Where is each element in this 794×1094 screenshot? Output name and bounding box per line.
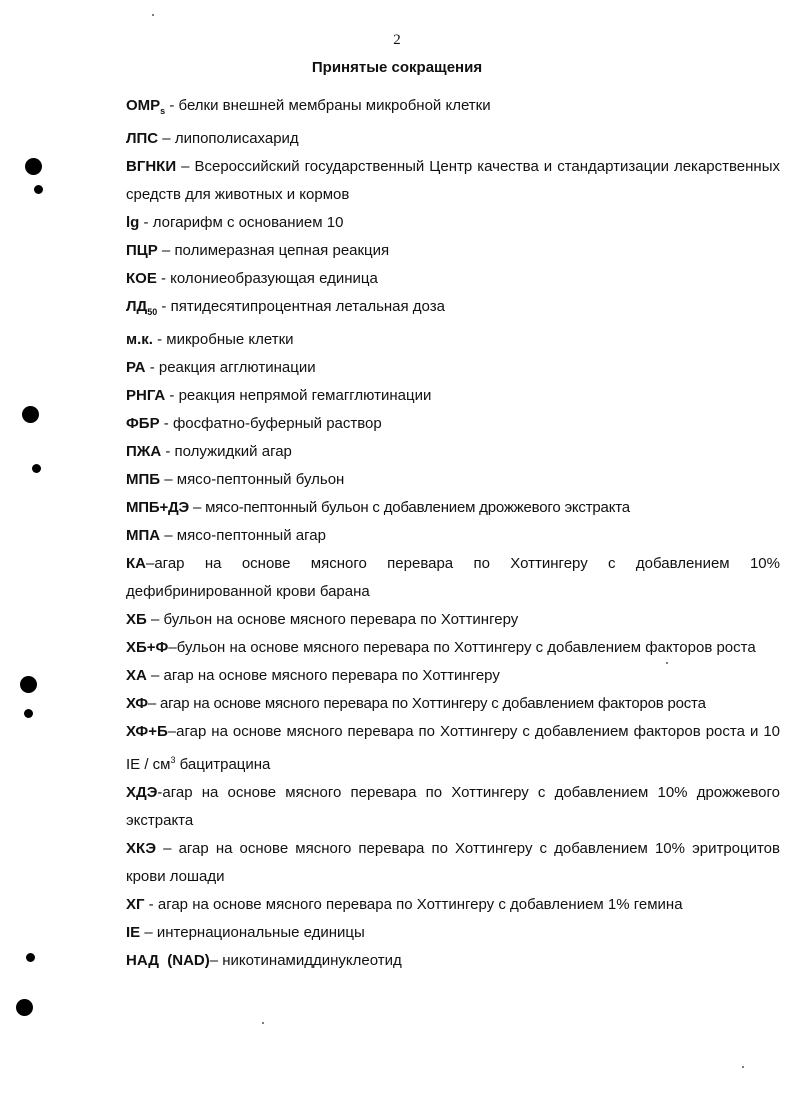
abbreviation-definition: фосфатно-буферный раствор <box>172 415 382 432</box>
list-item <box>126 690 780 718</box>
separator: - <box>159 415 173 432</box>
abbreviation-term: ЛПС <box>126 130 159 147</box>
abbreviation-definition: интернациональные единицы <box>156 924 365 941</box>
list-item <box>126 265 780 293</box>
abbreviation-definition: реакция агглютинации <box>158 359 316 376</box>
abbreviation-term: РНГА <box>126 387 166 404</box>
list-item <box>126 779 780 835</box>
abbreviation-term: КОЕ <box>126 270 157 287</box>
list-item <box>126 153 780 209</box>
separator: - <box>144 896 158 913</box>
list-item <box>126 550 780 606</box>
abbreviation-definition: агар на основе мясного перевара по Хоттингеру с добавлением факторов роста <box>159 695 706 712</box>
list-item <box>126 522 780 550</box>
definition-tail: бацитрацина <box>175 756 271 773</box>
list-item <box>126 125 780 153</box>
abbreviation-term: ХДЭ <box>126 784 158 801</box>
abbreviation-definition: колониеобразующая единица <box>170 270 378 287</box>
list-item <box>126 606 780 634</box>
scan-speck <box>262 1022 264 1024</box>
abbreviation-term: МПБ <box>126 471 161 488</box>
abbreviation-definition: реакция непрямой гемагглютинации <box>178 387 432 404</box>
separator: – <box>188 499 206 516</box>
abbreviation-definition: агар на основе мясного перевара по Хоттингеру <box>163 667 500 684</box>
abbreviation-term: МПБ+ДЭ <box>126 499 189 516</box>
scan-speck <box>152 14 154 16</box>
separator: – <box>146 611 164 628</box>
abbreviation-definition: микробные клетки <box>166 331 294 348</box>
abbreviation-definition: агар на основе мясного перевара по Хоттингеру с добавлением 10% дефибринированной крови барана <box>126 555 780 600</box>
list-item <box>126 718 780 779</box>
list-item <box>126 354 780 382</box>
abbreviation-definition: логарифм с основанием 10 <box>152 214 344 231</box>
abbreviation-definition: мясо-пептонный бульон с добавлением дрожжевого экстракта <box>205 499 630 516</box>
list-item <box>126 466 780 494</box>
separator: - <box>145 359 159 376</box>
separator: – <box>160 527 177 544</box>
page-title: Принятые сокращения <box>311 59 483 76</box>
list-item <box>126 382 780 410</box>
punch-hole-mark <box>24 709 33 718</box>
punch-hole-mark <box>32 464 41 473</box>
list-item <box>126 891 780 919</box>
abbreviation-definition: агар на основе мясного перевара по Хоттингеру с добавлением 10% дрожжевого экстракта <box>126 784 780 829</box>
separator: – <box>146 667 164 684</box>
list-item <box>126 237 780 265</box>
punch-hole-mark <box>20 676 37 693</box>
abbreviation-term: lg <box>126 214 140 231</box>
separator: - <box>152 331 167 348</box>
separator: - <box>161 443 175 460</box>
abbreviation-term: IE <box>126 924 141 941</box>
separator: – <box>146 555 155 572</box>
abbreviation-term: ХГ <box>126 896 145 913</box>
list-item <box>126 209 780 237</box>
abbreviation-term: ХБ <box>126 611 147 628</box>
abbreviation-definition: агар на основе мясного перевара по Хоттингеру с добавлением 1% гемина <box>157 896 683 913</box>
abbreviation-term: ФБР <box>126 415 160 432</box>
abbreviation-term: НАД (NAD) <box>126 952 210 969</box>
separator: - <box>157 298 171 315</box>
abbreviation-term: $OMP_s$ <box>126 97 166 116</box>
punch-hole-mark <box>34 185 43 194</box>
punch-hole-mark <box>22 406 39 423</box>
abbreviation-definition: Всероссийский государственный Центр качества и стандартизации лекарственных средств для животных и кормов <box>126 158 780 203</box>
separator: - <box>157 784 163 801</box>
abbreviation-definition: агар на основе мясного перевара по Хоттингеру с добавлением факторов роста и 10 IE / см <box>126 723 780 773</box>
abbreviation-term: ХКЭ <box>126 840 157 857</box>
abbreviation-term: $ЛД_{50}$ <box>126 298 158 317</box>
separator: – <box>158 130 175 147</box>
abbreviation-definition: никотинамиддинуклеотид <box>222 952 402 969</box>
term-subscript: s <box>160 106 166 116</box>
list-item <box>126 835 780 891</box>
list-item <box>126 326 780 354</box>
abbreviation-term: м.к. <box>126 331 153 348</box>
term-subscript: 50 <box>147 307 158 317</box>
page-number: 2 <box>393 32 401 48</box>
abbreviation-definition: липополисахарид <box>174 130 299 147</box>
list-item <box>126 947 780 975</box>
abbreviation-term: ПЖА <box>126 443 162 460</box>
separator: - <box>165 387 179 404</box>
abbreviation-definition: полужидкий агар <box>174 443 292 460</box>
abbreviation-definition: мясо-пептонный агар <box>176 527 326 544</box>
separator: – <box>167 723 177 740</box>
abbreviation-term: ВГНКИ <box>126 158 177 175</box>
abbreviation-term: МПА <box>126 527 161 544</box>
abbreviation-definition: белки внешней мембраны микробной клетки <box>178 97 491 114</box>
list-item <box>126 494 780 522</box>
list-item <box>126 919 780 947</box>
separator: – <box>147 695 160 712</box>
punch-hole-mark <box>26 953 35 962</box>
separator: – <box>209 952 223 969</box>
separator: – <box>140 924 157 941</box>
list-item <box>126 438 780 466</box>
superscript: 3 <box>170 755 176 765</box>
separator: – <box>176 158 195 175</box>
abbreviation-definition: агар на основе мясного перевара по Хоттингеру с добавлением 10% эритроцитов крови лошади <box>126 840 780 885</box>
list-item <box>126 662 780 690</box>
abbreviation-definition: пятидесятипроцентная летальная доза <box>170 298 445 315</box>
punch-hole-mark <box>25 158 42 175</box>
abbreviation-term: ХА <box>126 667 147 684</box>
abbreviation-term: ХФ <box>126 695 148 712</box>
abbreviation-term: РА <box>126 359 146 376</box>
abbreviation-term: ХФ+Б <box>126 723 168 740</box>
abbreviation-term: КА <box>126 555 146 572</box>
punch-hole-mark <box>16 999 33 1016</box>
abbreviation-definition: бульон на основе мясного перевара по Хоттингеру с добавлением факторов роста <box>176 639 756 656</box>
list-item <box>126 410 780 438</box>
abbreviation-definition: полимеразная цепная реакция <box>174 242 390 259</box>
abbreviation-term: ПЦР <box>126 242 158 259</box>
list-item <box>126 293 780 326</box>
separator: – <box>157 242 175 259</box>
abbreviation-term: ХБ+Ф <box>126 639 169 656</box>
abbreviation-list <box>126 92 780 975</box>
separator: - <box>165 97 179 114</box>
abbreviation-definition: мясо-пептонный бульон <box>176 471 345 488</box>
list-item <box>126 92 780 125</box>
scan-speck <box>742 1066 744 1068</box>
separator: - <box>156 270 171 287</box>
separator: - <box>139 214 153 231</box>
separator: – <box>168 639 177 656</box>
abbreviation-definition: бульон на основе мясного перевара по Хоттингеру <box>163 611 519 628</box>
list-item <box>126 634 780 662</box>
separator: – <box>160 471 177 488</box>
separator: – <box>156 840 179 857</box>
